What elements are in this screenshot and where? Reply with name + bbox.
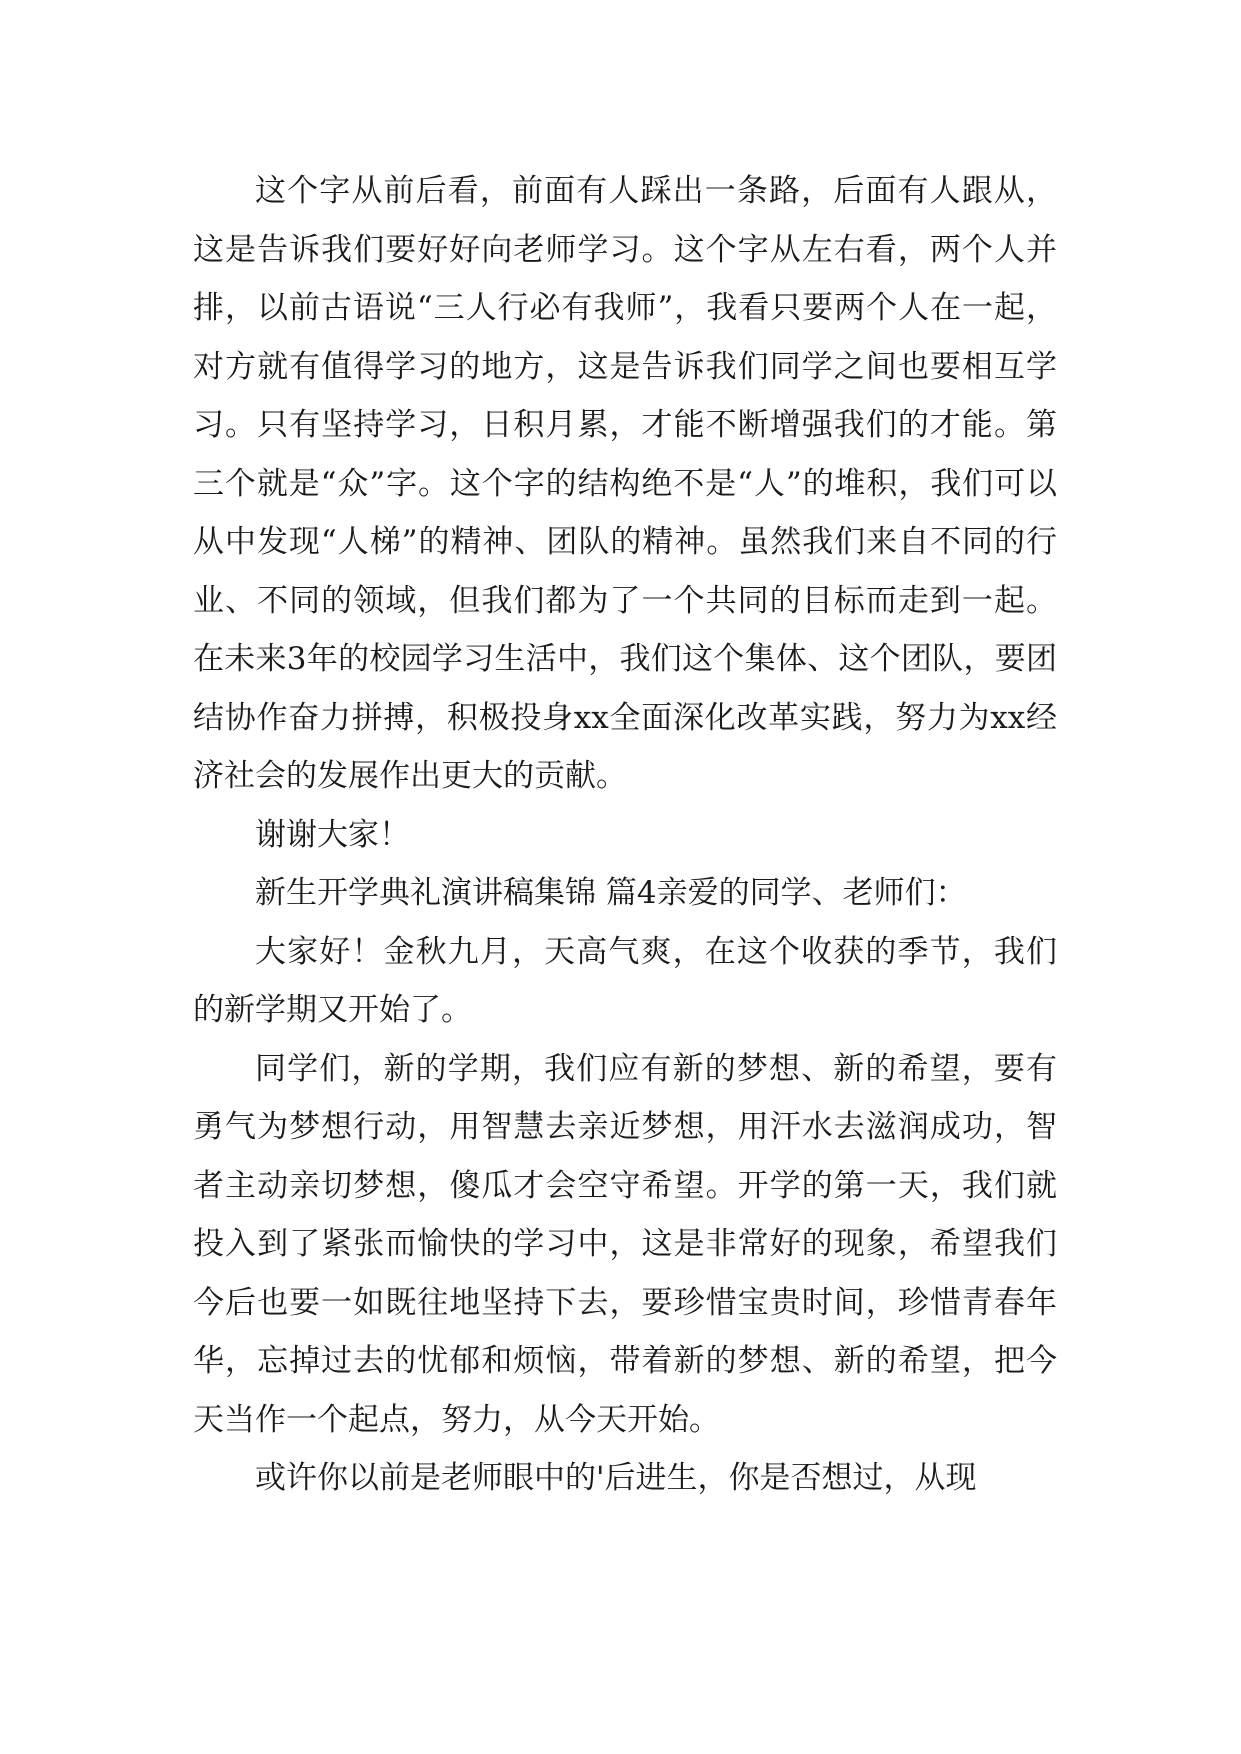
paragraph-continued: 或许你以前是老师眼中的'后进生，你是否想过，从现 bbox=[255, 1460, 977, 1496]
paragraph-greeting: 大家好！金秋九月，天高气爽，在这个收获的季节，我们的新学期又开始了。 bbox=[193, 933, 1057, 1028]
paragraph-new-semester: 同学们，新的学期，我们应有新的梦想、新的希望，要有勇气为梦想行动，用智慧去亲近梦想，用汗水去滋润成功，智者主动亲切梦想，傻瓜才会空守希望。开学的第一天，我们就投入到了紧张而愉快的学习中，这是非常好的现象，希望我们今后也要一如既往地坚持下去，要珍惜宝贵时间，珍惜青春年华，忘掉过去的忧郁和烦恼，带着新的梦想、新的希望，把今天当作一个起点，努力，从今天开始。 bbox=[193, 1050, 1057, 1438]
paragraph-section-heading: 新生开学典礼演讲稿集锦 篇4亲爱的同学、老师们： bbox=[255, 875, 967, 911]
paragraph-xue-zi-explanation: 这个字从前后看，前面有人踩出一条路，后面有人跟从，这是告诉我们要好好向老师学习。这个字从左右看，两个人并排，以前古语说“三人行必有我师”，我看只要两个人在一起，对方就有值得学习的地方，这是告诉我们同学之间也要相互学习。只有坚持学习，日积月累，才能不断增强我们的才能。第三个就是“众”字。这个字的结构绝不是“人”的堆积，我们可以从中发现“人梯”的精神、团队的精神。虽然我们来自不同的行业、不同的领域，但我们都为了一个共同的目标而走到一起。在未来3年的校园学习生活中，我们这个集体、这个团队，要团结协作奋力拼搏，积极投身xx全面深化改革实践，努力为xx经济社会的发展作出更大的贡献。 bbox=[193, 173, 1057, 794]
document-body bbox=[193, 162, 1057, 1508]
paragraph-thanks: 谢谢大家！ bbox=[255, 816, 410, 853]
